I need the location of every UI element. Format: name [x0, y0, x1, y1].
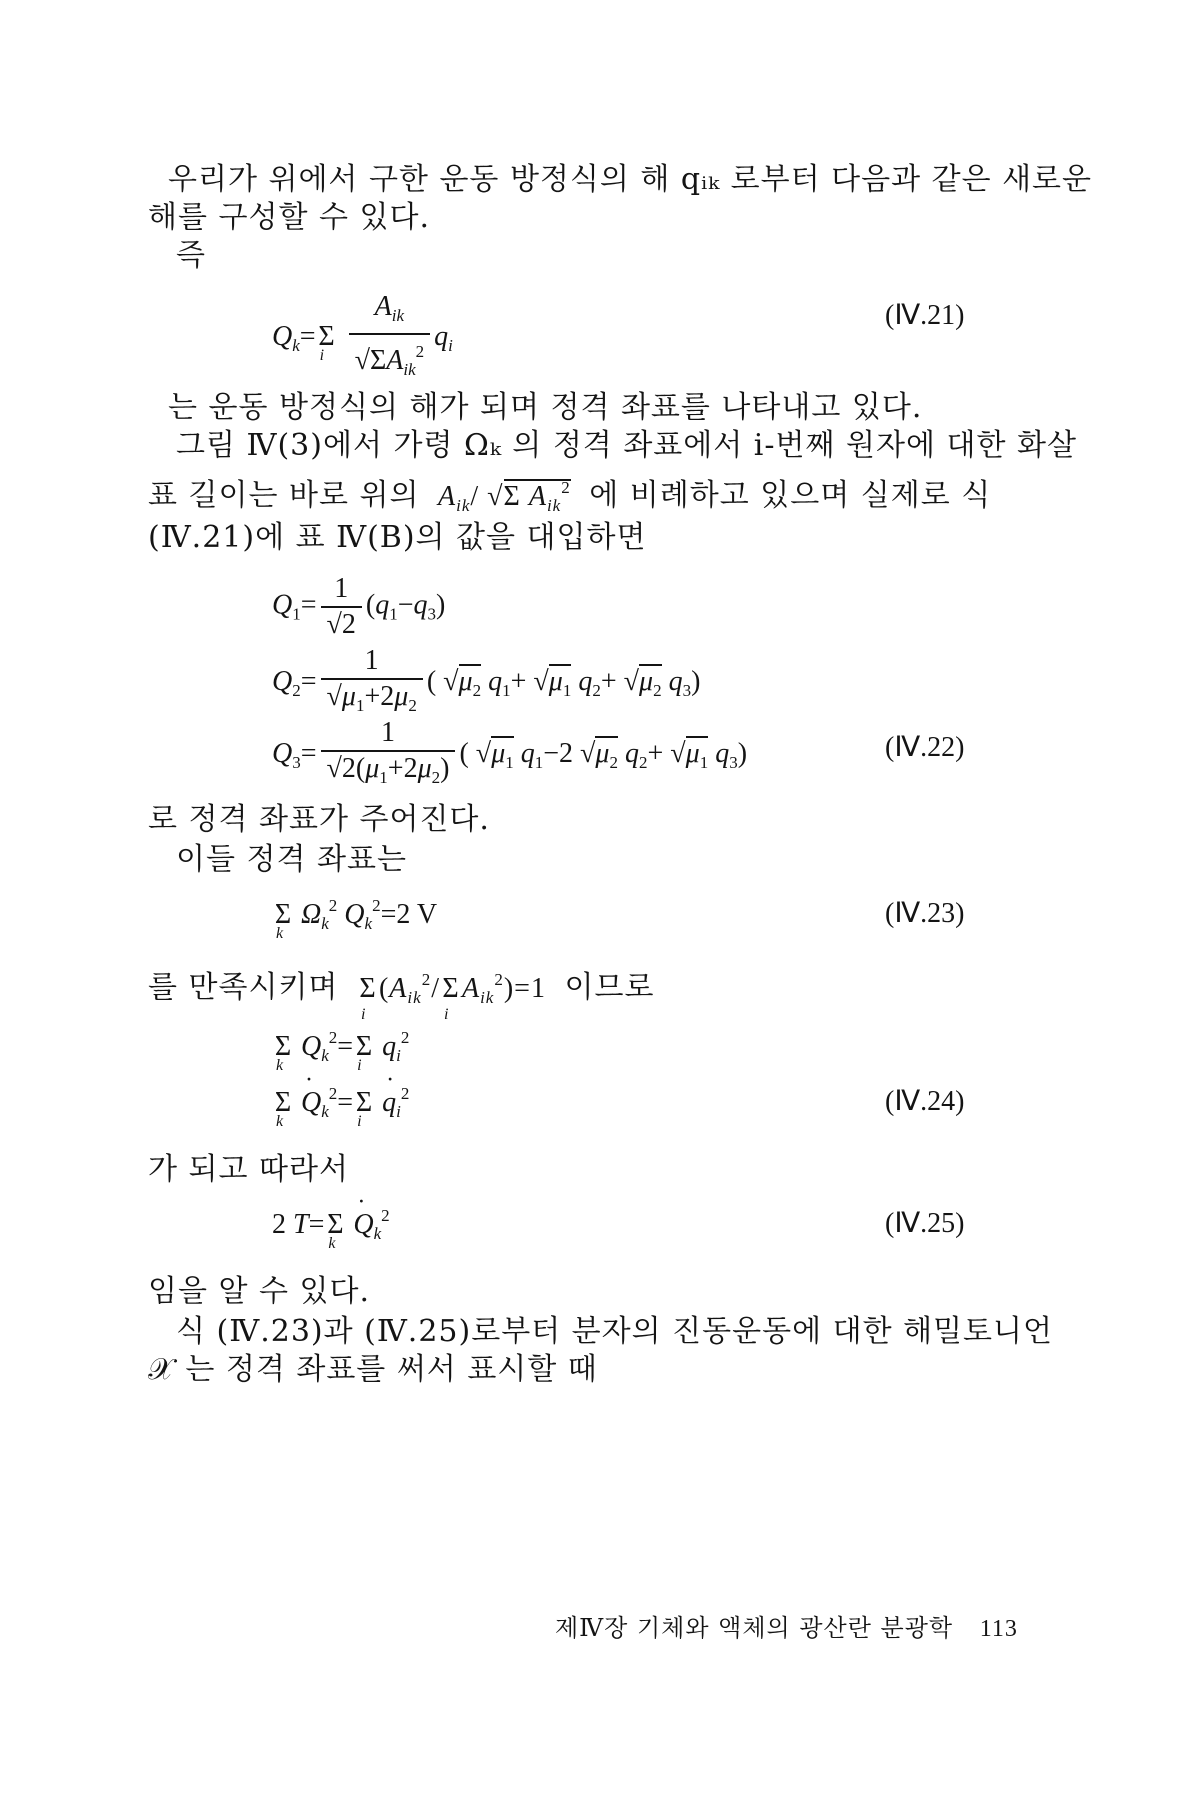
text-line: 로 정격 좌표가 주어진다. [148, 802, 490, 837]
equation-q2: $Q_2=$ $\frac{1}{√\mu_1+2\mu_2}$ ( $√\mu_2$ $q_1+ √\mu_1$ $q_2+ √\mu_2$ $q_3$) [272, 645, 701, 715]
equation-number: (Ⅳ.23) [885, 898, 965, 929]
equation-q1: $Q_1=$ $\frac{1}{√2}$ $(q_1-q_3)$ [272, 573, 446, 640]
equation-number: (Ⅳ.24) [885, 1086, 965, 1117]
text-line: (Ⅳ.21)에 표 Ⅳ(B)의 값을 대입하면 [148, 520, 647, 555]
text-line: 해를 구성할 수 있다. [148, 200, 430, 235]
text-line: 우리가 위에서 구한 운동 방정식의 해 qᵢₖ 로부터 다음과 같은 새로운 [168, 162, 1093, 197]
text-segment: 이므로 [564, 970, 655, 1005]
page-number: 113 [979, 1616, 1018, 1642]
inline-math: Σ i ($A_{ik}^2/\Sigma$ i $A_{ik}^2)=1$ [359, 970, 554, 1023]
text-line [148, 960, 655, 1023]
text-line: 그림 Ⅳ(3)에서 가령 Ωₖ 의 정격 좌표에서 i-번째 원자에 대한 화살 [176, 428, 1077, 463]
equation-iv21: $Q_k= \Sigma$ i $\frac{A_{ik}}{√\Sigma A_{ik}^2}$ $q_i$ [272, 291, 453, 379]
equation-iv24a: Σ k $Q_k^2= \Sigma$ i $q_i^2$ [274, 1028, 410, 1074]
text-line: 이들 정격 좌표는 [176, 842, 407, 877]
text-segment: 표 길이는 바로 위의 [148, 478, 420, 513]
text-line: 는 운동 방정식의 해가 되며 정격 좌표를 나타내고 있다. [168, 390, 923, 425]
equation-iv25: 2 T= Σ k · $Q_k^2$ [272, 1206, 390, 1244]
equation-number: (Ⅳ.25) [885, 1208, 965, 1239]
chapter-title: 제Ⅳ장 기체와 액체의 광산란 분광학 [555, 1614, 954, 1642]
equation-iv23: Σ k $\Omega_k^2$ $Q_k^2=2$ V [274, 896, 438, 942]
inline-math: $A_{ik}/$ √Σ $A_{ik}^2$ [438, 478, 571, 515]
equation-number: (Ⅳ.22) [885, 732, 965, 763]
text-line: 즉 [176, 238, 206, 273]
text-line: 식 (Ⅳ.23)과 (Ⅳ.25)로부터 분자의 진동운동에 대한 해밀토니언 [176, 1314, 1053, 1349]
text-line: 𝒳 는 정격 좌표를 써서 표시할 때 [148, 1352, 598, 1387]
text-segment: 에 비례하고 있으며 실제로 식 [589, 478, 992, 513]
text-line: 가 되고 따라서 [148, 1152, 349, 1187]
text-segment: 를 만족시키며 [148, 970, 339, 1005]
equation-iv24b: Σ k · $Q_k^2= \Sigma$ i · $q_i^2$ [272, 1084, 409, 1122]
text-line: 임을 알 수 있다. [148, 1274, 371, 1309]
equation-q3: $Q_3=$ $\frac{1}{√2(\mu_1+2\mu_2)}$ ( $√\mu_1$ $q_1-2$ $√\mu_2$ $q_2+ √\mu_1$ $q_3$) [272, 717, 748, 787]
equation-number: (Ⅳ.21) [885, 300, 965, 331]
running-footer [555, 1608, 1018, 1643]
